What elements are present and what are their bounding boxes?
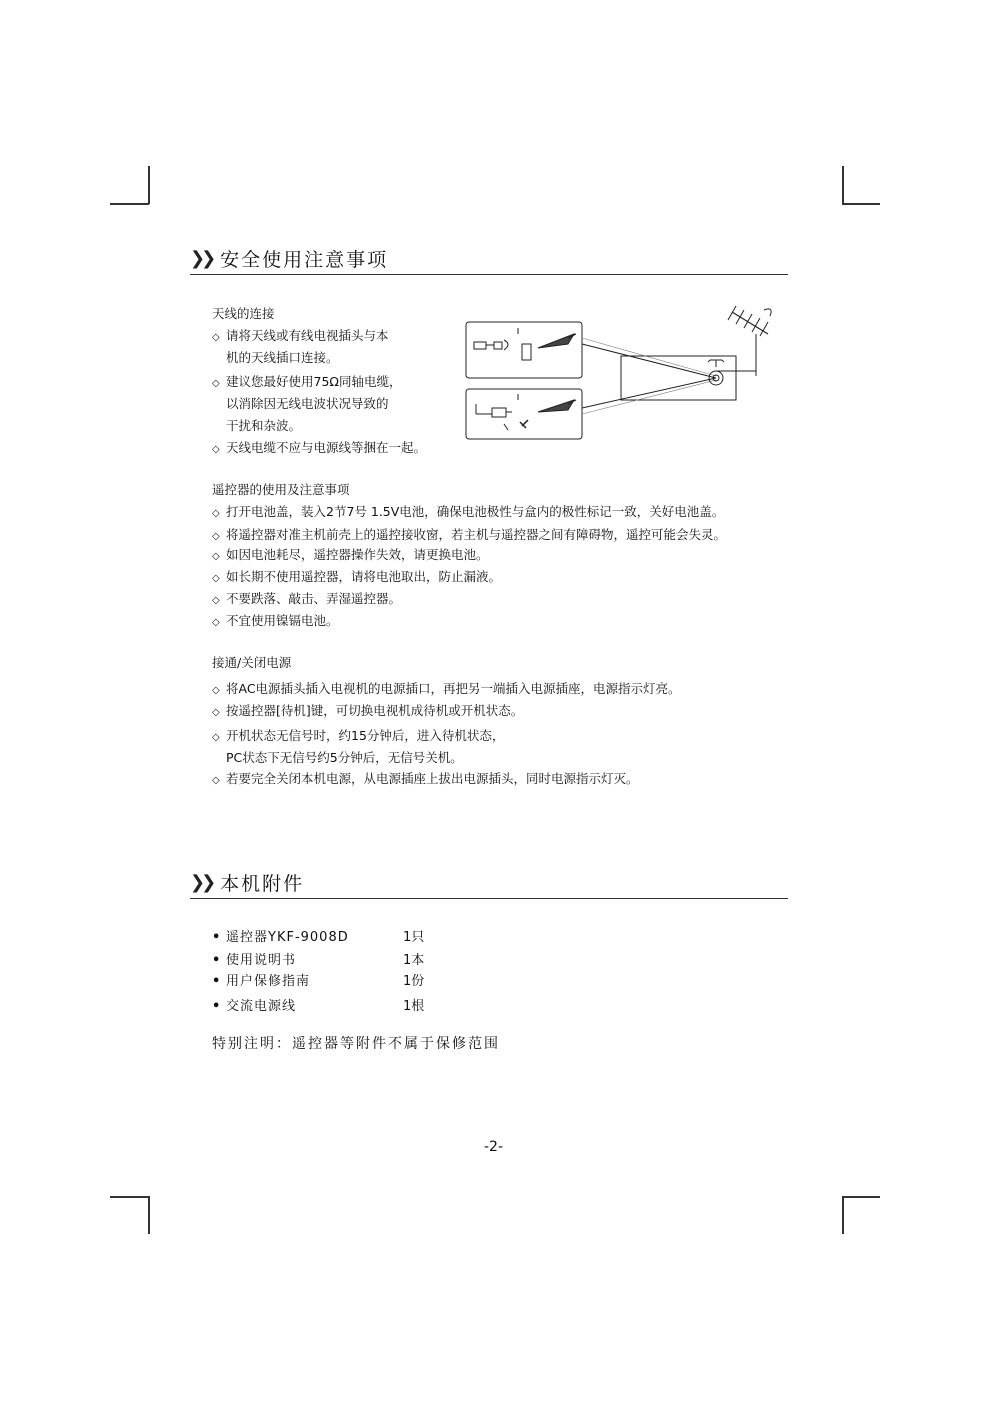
accessory-item-1-name: • 遥控器YKF-9008D: [212, 930, 349, 945]
crop-mark-bottom-right-v: [842, 1196, 844, 1234]
accessory-item-4-name: • 交流电源线: [212, 999, 297, 1014]
accessory-item-1-qty: 1只: [403, 930, 425, 945]
accessory-item-2-name: • 使用说明书: [212, 953, 297, 968]
diamond-bullet-icon: ◇: [212, 378, 220, 389]
diamond-bullet-icon: ◇: [212, 707, 220, 718]
remote-item-4: ◇ 如长期不使用遥控器，请将电池取出，防止漏液。: [212, 569, 501, 587]
power-item-4: ◇ 若要完全关闭本机电源，从电源插座上拔出电源插头，同时电源指示灯灭。: [212, 771, 639, 789]
section-title-text: 本机附件: [220, 872, 305, 895]
power-item-3-line-1: ◇ 开机状态无信号时，约15分钟后，进入待机状态，: [212, 728, 504, 746]
accessory-item-3-qty: 1份: [403, 974, 425, 989]
antenna-connection-diagram: [464, 300, 794, 445]
diamond-bullet-icon: ◇: [212, 508, 220, 519]
diamond-bullet-icon: ◇: [212, 444, 220, 455]
antenna-item-3: ◇ 天线电缆不应与电源线等捆在一起。: [212, 440, 426, 458]
antenna-item-1-line-1: ◇ 请将天线或有线电视插头与本: [212, 328, 389, 346]
connection-line-bottom: [582, 378, 716, 408]
antenna-item-2-line-3: 干扰和杂波。: [226, 418, 302, 433]
diamond-bullet-icon: ◇: [212, 617, 220, 628]
crop-mark-bottom-right-h: [842, 1196, 880, 1198]
connection-line-top: [582, 344, 716, 378]
cable-plug-box-top: [466, 322, 582, 378]
special-note: 特别注明：遥控器等附件不属于保修范围: [212, 1036, 500, 1052]
diamond-bullet-icon: ◇: [212, 551, 220, 562]
antenna-item-2-line-2: 以消除因无线电波状况导致的: [226, 396, 389, 411]
remote-heading: 遥控器的使用及注意事项: [212, 482, 350, 497]
section-title-safety: [190, 242, 788, 275]
diamond-bullet-icon: ◇: [212, 732, 220, 743]
crop-mark-top-left-h: [110, 203, 149, 205]
remote-item-1: ◇ 打开电池盖，装入2节7号 1.5V电池，确保电池极性与盒内的极性标记一致，关好电池盖。: [212, 504, 724, 522]
power-heading: 接通/关闭电源: [212, 655, 292, 670]
accessory-item-3-name: • 用户保修指南: [212, 974, 311, 989]
crop-mark-bottom-left-h: [110, 1196, 149, 1198]
section-marker-icon: ❯❯: [190, 871, 213, 893]
section-marker-icon: ❯❯: [190, 247, 213, 269]
remote-item-6: ◇ 不宜使用镍镉电池。: [212, 613, 339, 631]
power-item-3-line-2: PC状态下无信号约5分钟后，无信号关机。: [226, 750, 463, 765]
diamond-bullet-icon: ◇: [212, 573, 220, 584]
page-number: -2-: [484, 1139, 504, 1155]
bullet-dot-icon: •: [212, 999, 222, 1014]
diamond-bullet-icon: ◇: [212, 775, 220, 786]
diamond-bullet-icon: ◇: [212, 332, 220, 343]
bullet-dot-icon: •: [212, 930, 222, 945]
remote-item-5: ◇ 不要跌落、敲击、弄湿遥控器。: [212, 591, 401, 609]
antenna-item-2-line-1: ◇ 建议您最好使用75Ω同轴电缆，: [212, 374, 401, 392]
crop-mark-top-right-h: [842, 203, 880, 205]
antenna-item-1-line-2: 机的天线插口连接。: [226, 350, 339, 365]
power-item-1: ◇ 将AC电源插头插入电视机的电源插口，再把另一端插入电源插座，电源指示灯亮。: [212, 681, 681, 699]
bullet-dot-icon: •: [212, 953, 222, 968]
diamond-bullet-icon: ◇: [212, 531, 220, 542]
diamond-bullet-icon: ◇: [212, 685, 220, 696]
crop-mark-top-right-v: [842, 166, 844, 204]
crop-mark-bottom-left-v: [148, 1196, 150, 1234]
remote-item-2: ◇ 将遥控器对准主机前壳上的遥控接收窗，若主机与遥控器之间有障碍物，遥控可能会失灵。: [212, 527, 726, 545]
antenna-heading: 天线的连接: [212, 306, 275, 321]
remote-item-3: ◇ 如因电池耗尽，遥控器操作失效，请更换电池。: [212, 547, 489, 565]
bullet-dot-icon: •: [212, 974, 222, 989]
section-title-accessories: [190, 866, 788, 899]
diamond-bullet-icon: ◇: [212, 595, 220, 606]
power-item-2: ◇ 按遥控器[待机]键，可切换电视机成待机或开机状态。: [212, 703, 523, 721]
accessory-item-2-qty: 1本: [403, 953, 425, 968]
section-title-text: 安全使用注意事项: [220, 248, 389, 271]
crop-mark-top-left-v: [148, 166, 150, 204]
accessory-item-4-qty: 1根: [403, 999, 425, 1014]
